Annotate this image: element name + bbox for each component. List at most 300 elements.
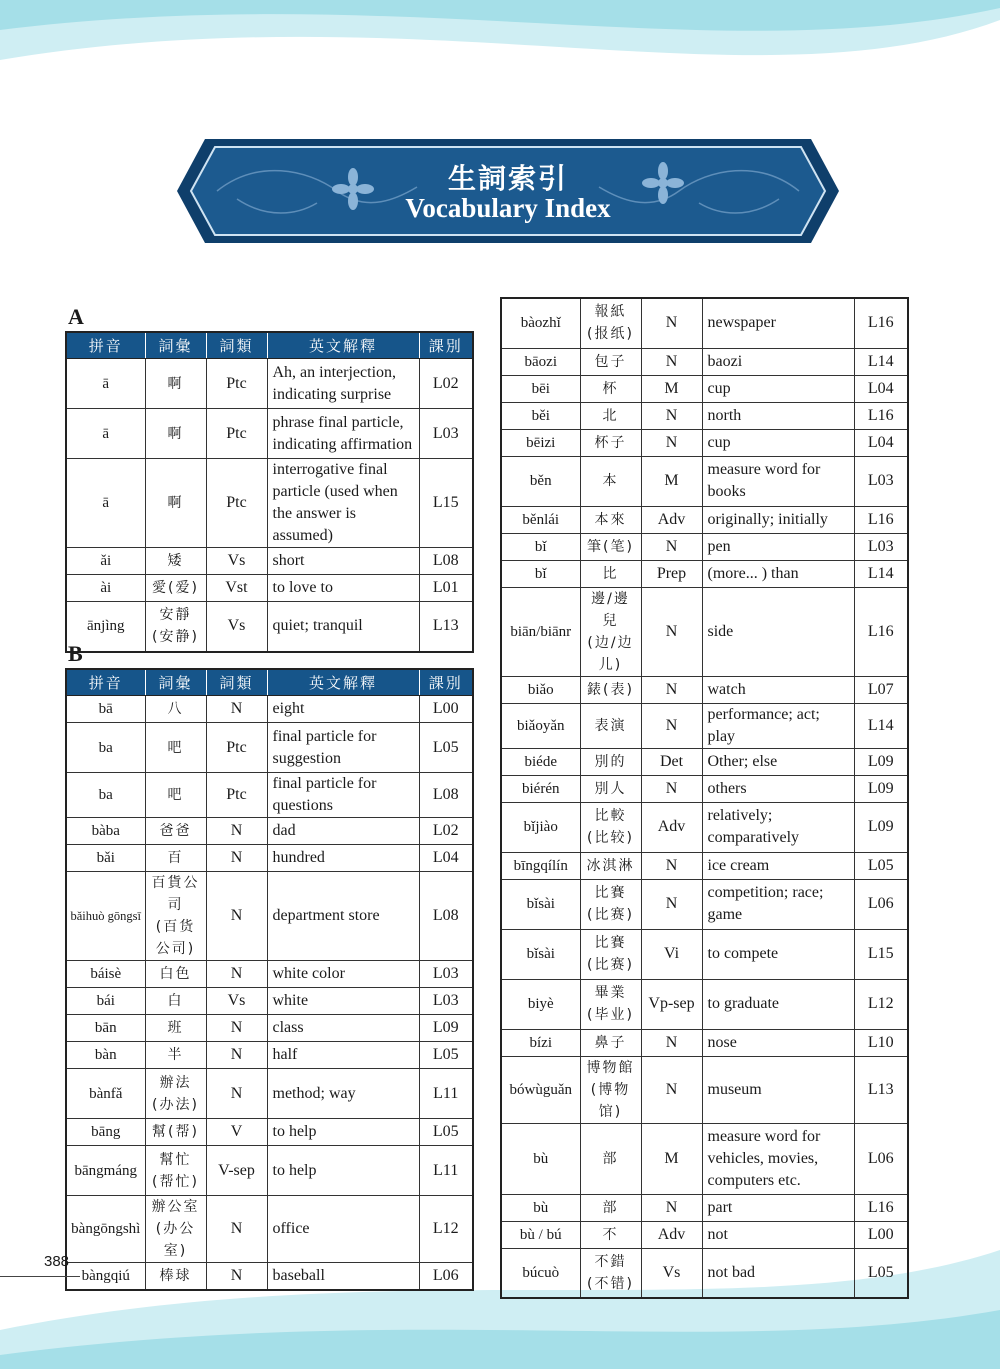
pinyin-cell: bàngqiú xyxy=(66,1263,145,1290)
english-definition-cell: cup xyxy=(702,375,854,402)
pinyin-cell: bǐ xyxy=(501,560,580,587)
part-of-speech-cell: N xyxy=(206,818,267,845)
english-definition-cell: to love to xyxy=(267,575,419,602)
lesson-cell: L06 xyxy=(419,1263,473,1290)
english-definition-cell: originally; initially xyxy=(702,506,854,533)
table-row xyxy=(501,1221,908,1248)
vocab-table-b xyxy=(65,668,474,1291)
word-cell: 本來 xyxy=(580,506,641,533)
pinyin-cell: báisè xyxy=(66,961,145,988)
table-row xyxy=(66,1015,473,1042)
lesson-cell: L09 xyxy=(419,1015,473,1042)
table-row xyxy=(66,1263,473,1290)
table-row xyxy=(501,929,908,979)
part-of-speech-cell: Vs xyxy=(641,1248,702,1298)
part-of-speech-cell: N xyxy=(641,533,702,560)
pinyin-cell: bǐsài xyxy=(501,879,580,929)
part-of-speech-cell: N xyxy=(641,1029,702,1056)
part-of-speech-cell: N xyxy=(641,852,702,879)
lesson-cell: L08 xyxy=(419,872,473,961)
table-row xyxy=(66,409,473,459)
lesson-cell: L03 xyxy=(419,988,473,1015)
section-letter-b: B xyxy=(68,641,83,666)
lesson-cell: L14 xyxy=(854,348,908,375)
pinyin-cell: bù xyxy=(501,1123,580,1194)
page-number-rule xyxy=(0,1276,80,1277)
table-row xyxy=(66,602,473,652)
pinyin-cell: bǐ xyxy=(501,533,580,560)
pinyin-cell: bāozi xyxy=(501,348,580,375)
lesson-cell: L16 xyxy=(854,402,908,429)
lesson-cell: L01 xyxy=(419,575,473,602)
column-header-pinyin: 拼音 xyxy=(66,332,145,359)
simplified-form: (报纸) xyxy=(587,326,634,343)
word-cell: 矮 xyxy=(145,548,206,575)
word-cell xyxy=(580,1248,641,1298)
english-definition-cell: class xyxy=(267,1015,419,1042)
lesson-cell: L04 xyxy=(419,845,473,872)
lesson-cell: L16 xyxy=(854,1194,908,1221)
table-row xyxy=(501,1194,908,1221)
word-cell: 班 xyxy=(145,1015,206,1042)
lesson-cell: L15 xyxy=(854,929,908,979)
part-of-speech-cell: Vp-sep xyxy=(641,979,702,1029)
part-of-speech-cell: N xyxy=(206,1196,267,1263)
column-header-word: 詞彙 xyxy=(145,669,206,696)
table-row xyxy=(66,1042,473,1069)
part-of-speech-cell: N xyxy=(641,298,702,348)
english-definition-cell: quiet; tranquil xyxy=(267,602,419,652)
word-cell: 別的 xyxy=(580,748,641,775)
pinyin-cell: bàozhǐ xyxy=(501,298,580,348)
lesson-cell: L11 xyxy=(419,1146,473,1196)
part-of-speech-cell: N xyxy=(206,696,267,723)
part-of-speech-cell: Adv xyxy=(641,802,702,852)
word-cell: 啊 xyxy=(145,359,206,409)
part-of-speech-cell: V xyxy=(206,1119,267,1146)
pinyin-cell: bān xyxy=(66,1015,145,1042)
column-header-pinyin: 拼音 xyxy=(66,669,145,696)
part-of-speech-cell: N xyxy=(641,879,702,929)
pinyin-cell: biǎo xyxy=(501,676,580,703)
part-of-speech-cell: Ptc xyxy=(206,409,267,459)
simplified-form: (办法) xyxy=(152,1096,199,1113)
table-row xyxy=(501,676,908,703)
pinyin-cell: ǎi xyxy=(66,548,145,575)
lesson-cell: L13 xyxy=(854,1056,908,1123)
english-definition-cell: ice cream xyxy=(702,852,854,879)
lesson-cell: L00 xyxy=(419,696,473,723)
word-cell: 北 xyxy=(580,402,641,429)
english-definition-cell: competition; race; game xyxy=(702,879,854,929)
english-definition-cell: hundred xyxy=(267,845,419,872)
word-cell: 杯 xyxy=(580,375,641,402)
lesson-cell: L06 xyxy=(854,879,908,929)
traditional-form: 安靜 xyxy=(159,607,192,624)
table-row xyxy=(501,1123,908,1194)
table-row xyxy=(66,1069,473,1119)
word-cell: 吧 xyxy=(145,723,206,773)
pinyin-cell: bàngōngshì xyxy=(66,1196,145,1263)
english-definition-cell: (more... ) than xyxy=(702,560,854,587)
part-of-speech-cell: M xyxy=(641,375,702,402)
word-cell: 鼻子 xyxy=(580,1029,641,1056)
part-of-speech-cell: Ptc xyxy=(206,459,267,548)
pinyin-cell: biéde xyxy=(501,748,580,775)
english-definition-cell: dad xyxy=(267,818,419,845)
lesson-cell: L15 xyxy=(419,459,473,548)
table-row xyxy=(66,1146,473,1196)
table-row xyxy=(501,587,908,676)
english-definition-cell: north xyxy=(702,402,854,429)
column-header-lesson: 課別 xyxy=(419,669,473,696)
lesson-cell: L03 xyxy=(419,961,473,988)
part-of-speech-cell: Vst xyxy=(206,575,267,602)
pinyin-cell: bàba xyxy=(66,818,145,845)
part-of-speech-cell: Vi xyxy=(641,929,702,979)
lesson-cell: L12 xyxy=(854,979,908,1029)
traditional-form: 邊/邊兒 xyxy=(591,590,630,629)
table-row xyxy=(501,402,908,429)
pinyin-cell: bā xyxy=(66,696,145,723)
table-row xyxy=(501,703,908,748)
lesson-cell: L16 xyxy=(854,506,908,533)
table-row xyxy=(66,961,473,988)
table-row xyxy=(501,298,908,348)
word-cell: 爸爸 xyxy=(145,818,206,845)
english-definition-cell: to compete xyxy=(702,929,854,979)
english-definition-cell: phrase final particle, indicating affirmation xyxy=(267,409,419,459)
lesson-cell: L00 xyxy=(854,1221,908,1248)
word-cell: 本 xyxy=(580,456,641,506)
english-definition-cell: to help xyxy=(267,1119,419,1146)
lesson-cell: L05 xyxy=(854,852,908,879)
table-row xyxy=(66,1119,473,1146)
lesson-cell: L09 xyxy=(854,802,908,852)
word-cell: 吧 xyxy=(145,773,206,818)
table-row xyxy=(501,852,908,879)
part-of-speech-cell: N xyxy=(641,703,702,748)
english-definition-cell: to graduate xyxy=(702,979,854,1029)
part-of-speech-cell: Adv xyxy=(641,506,702,533)
part-of-speech-cell: Det xyxy=(641,748,702,775)
english-definition-cell: performance; act; play xyxy=(702,703,854,748)
pinyin-cell: bīngqílín xyxy=(501,852,580,879)
simplified-form: (比赛) xyxy=(587,907,634,923)
pinyin-cell: ā xyxy=(66,409,145,459)
table-row xyxy=(501,802,908,852)
lesson-cell: L09 xyxy=(854,748,908,775)
word-cell xyxy=(580,587,641,676)
part-of-speech-cell: Vs xyxy=(206,988,267,1015)
word-cell: 白色 xyxy=(145,961,206,988)
part-of-speech-cell: N xyxy=(641,1056,702,1123)
title-english: Vocabulary Index xyxy=(405,193,611,223)
lesson-cell: L14 xyxy=(854,703,908,748)
table-row xyxy=(66,818,473,845)
part-of-speech-cell: Vs xyxy=(206,548,267,575)
pinyin-cell: búcuò xyxy=(501,1248,580,1298)
lesson-cell: L08 xyxy=(419,773,473,818)
part-of-speech-cell: N xyxy=(206,1042,267,1069)
lesson-cell: L04 xyxy=(854,375,908,402)
word-cell: 白 xyxy=(145,988,206,1015)
page-number: 388 xyxy=(44,1253,70,1270)
table-row xyxy=(501,775,908,802)
english-definition-cell: short xyxy=(267,548,419,575)
english-definition-cell: white color xyxy=(267,961,419,988)
table-row xyxy=(501,375,908,402)
lesson-cell: L08 xyxy=(419,548,473,575)
simplified-form: (安静) xyxy=(152,629,199,646)
traditional-form: 比賽 xyxy=(594,885,627,901)
english-definition-cell: office xyxy=(267,1196,419,1263)
pinyin-cell: bǎihuò gōngsī xyxy=(66,872,145,961)
pinyin-cell: biān/biānr xyxy=(501,587,580,676)
english-definition-cell: baozi xyxy=(702,348,854,375)
simplified-form: (比较) xyxy=(587,830,634,846)
english-definition-cell: interrogative final particle (used when the answer is assumed) xyxy=(267,459,419,548)
word-cell xyxy=(145,1069,206,1119)
word-cell xyxy=(580,1056,641,1123)
english-definition-cell: department store xyxy=(267,872,419,961)
column-header-part-of-speech: 詞類 xyxy=(206,669,267,696)
english-definition-cell: others xyxy=(702,775,854,802)
table-row xyxy=(501,979,908,1029)
table-row xyxy=(501,456,908,506)
pinyin-cell: ā xyxy=(66,359,145,409)
title-block xyxy=(177,139,839,243)
lesson-cell: L16 xyxy=(854,298,908,348)
pinyin-cell: bànfǎ xyxy=(66,1069,145,1119)
pinyin-cell: bǎi xyxy=(66,845,145,872)
word-cell: 愛(爱) xyxy=(145,575,206,602)
pinyin-cell: bāngmáng xyxy=(66,1146,145,1196)
lesson-cell: L02 xyxy=(419,359,473,409)
part-of-speech-cell: Vs xyxy=(206,602,267,652)
pinyin-cell: bù xyxy=(501,1194,580,1221)
table-row xyxy=(66,773,473,818)
simplified-form: (百货公司) xyxy=(155,919,196,957)
word-cell: 棒球 xyxy=(145,1263,206,1290)
simplified-form: (办公室) xyxy=(155,1221,196,1259)
table-row xyxy=(501,1248,908,1298)
part-of-speech-cell: M xyxy=(641,456,702,506)
english-definition-cell: final particle for suggestion xyxy=(267,723,419,773)
word-cell: 包子 xyxy=(580,348,641,375)
table-row xyxy=(501,748,908,775)
pinyin-cell: ānjìng xyxy=(66,602,145,652)
english-definition-cell: eight xyxy=(267,696,419,723)
part-of-speech-cell: N xyxy=(641,587,702,676)
english-definition-cell: measure word for books xyxy=(702,456,854,506)
title-chinese: 生詞索引 xyxy=(447,162,568,195)
part-of-speech-cell: M xyxy=(641,1123,702,1194)
lesson-cell: L05 xyxy=(419,723,473,773)
english-definition-cell: baseball xyxy=(267,1263,419,1290)
column-header-word: 詞彙 xyxy=(145,332,206,359)
english-definition-cell: part xyxy=(702,1194,854,1221)
word-cell: 錶(表) xyxy=(580,676,641,703)
table-row xyxy=(501,506,908,533)
word-cell xyxy=(145,872,206,961)
lesson-cell: L05 xyxy=(419,1042,473,1069)
simplified-form: (边/边儿) xyxy=(587,634,634,673)
part-of-speech-cell: N xyxy=(641,402,702,429)
word-cell: 筆(笔) xyxy=(580,533,641,560)
english-definition-cell: Ah, an interjection, indicating surprise xyxy=(267,359,419,409)
table-row xyxy=(66,359,473,409)
part-of-speech-cell: N xyxy=(206,1069,267,1119)
lesson-cell: L16 xyxy=(854,587,908,676)
english-definition-cell: cup xyxy=(702,429,854,456)
traditional-form: 比賽 xyxy=(594,935,627,951)
english-definition-cell: newspaper xyxy=(702,298,854,348)
english-definition-cell: relatively; comparatively xyxy=(702,802,854,852)
english-definition-cell: not bad xyxy=(702,1248,854,1298)
part-of-speech-cell: N xyxy=(641,676,702,703)
english-definition-cell: measure word for vehicles, movies, computers etc. xyxy=(702,1123,854,1194)
table-row xyxy=(501,879,908,929)
part-of-speech-cell: Ptc xyxy=(206,723,267,773)
column-header-lesson: 課別 xyxy=(419,332,473,359)
part-of-speech-cell: N xyxy=(641,1194,702,1221)
pinyin-cell: bái xyxy=(66,988,145,1015)
simplified-form: (帮忙) xyxy=(152,1173,199,1190)
table-row xyxy=(501,533,908,560)
part-of-speech-cell: N xyxy=(641,348,702,375)
lesson-cell: L05 xyxy=(854,1248,908,1298)
word-cell: 杯子 xyxy=(580,429,641,456)
lesson-cell: L04 xyxy=(854,429,908,456)
word-cell xyxy=(580,298,641,348)
pinyin-cell: ài xyxy=(66,575,145,602)
part-of-speech-cell: Ptc xyxy=(206,359,267,409)
lesson-cell: L14 xyxy=(854,560,908,587)
table-row xyxy=(66,845,473,872)
pinyin-cell: bówùguǎn xyxy=(501,1056,580,1123)
word-cell: 百 xyxy=(145,845,206,872)
section-letter-a: A xyxy=(68,304,84,329)
part-of-speech-cell: N xyxy=(206,845,267,872)
english-definition-cell: pen xyxy=(702,533,854,560)
english-definition-cell: museum xyxy=(702,1056,854,1123)
lesson-cell: L06 xyxy=(854,1123,908,1194)
lesson-cell: L09 xyxy=(854,775,908,802)
pinyin-cell: běn xyxy=(501,456,580,506)
word-cell: 部 xyxy=(580,1194,641,1221)
english-definition-cell: Other; else xyxy=(702,748,854,775)
part-of-speech-cell: N xyxy=(206,1015,267,1042)
word-cell xyxy=(145,1146,206,1196)
lesson-cell: L03 xyxy=(854,533,908,560)
pinyin-cell: běi xyxy=(501,402,580,429)
lesson-cell: L07 xyxy=(854,676,908,703)
lesson-cell: L05 xyxy=(419,1119,473,1146)
traditional-form: 幫忙 xyxy=(159,1151,192,1168)
english-definition-cell: side xyxy=(702,587,854,676)
pinyin-cell: bízi xyxy=(501,1029,580,1056)
simplified-form: (比赛) xyxy=(587,957,634,973)
part-of-speech-cell: Adv xyxy=(641,1221,702,1248)
pinyin-cell: biérén xyxy=(501,775,580,802)
vocab-table-b-continued xyxy=(500,297,909,1299)
pinyin-cell: bāng xyxy=(66,1119,145,1146)
table-row xyxy=(501,348,908,375)
table-row xyxy=(66,1196,473,1263)
word-cell: 別人 xyxy=(580,775,641,802)
word-cell xyxy=(580,802,641,852)
english-definition-cell: to help xyxy=(267,1146,419,1196)
table-row xyxy=(66,575,473,602)
word-cell: 冰淇淋 xyxy=(580,852,641,879)
pinyin-cell: biǎoyǎn xyxy=(501,703,580,748)
english-definition-cell: nose xyxy=(702,1029,854,1056)
pinyin-cell: běnlái xyxy=(501,506,580,533)
english-definition-cell: method; way xyxy=(267,1069,419,1119)
pinyin-cell: bù / bú xyxy=(501,1221,580,1248)
lesson-cell: L02 xyxy=(419,818,473,845)
table-row xyxy=(501,1029,908,1056)
column-header-english: 英文解釋 xyxy=(267,332,419,359)
traditional-form: 報紙 xyxy=(594,304,627,321)
word-cell xyxy=(145,602,206,652)
word-cell: 幫(帮) xyxy=(145,1119,206,1146)
pinyin-cell: bǐsài xyxy=(501,929,580,979)
lesson-cell: L12 xyxy=(419,1196,473,1263)
table-row xyxy=(66,459,473,548)
part-of-speech-cell: N xyxy=(206,872,267,961)
pinyin-cell: bēi xyxy=(501,375,580,402)
english-definition-cell: final particle for questions xyxy=(267,773,419,818)
table-row xyxy=(66,872,473,961)
word-cell xyxy=(145,1196,206,1263)
column-header-part-of-speech: 詞類 xyxy=(206,332,267,359)
table-row xyxy=(66,988,473,1015)
part-of-speech-cell: V-sep xyxy=(206,1146,267,1196)
lesson-cell: L03 xyxy=(854,456,908,506)
simplified-form: (不错) xyxy=(587,1275,634,1292)
word-cell: 不 xyxy=(580,1221,641,1248)
table-row xyxy=(66,548,473,575)
lesson-cell: L13 xyxy=(419,602,473,652)
table-row xyxy=(66,696,473,723)
lesson-cell: L10 xyxy=(854,1029,908,1056)
traditional-form: 辦法 xyxy=(159,1074,192,1091)
simplified-form: (博物馆) xyxy=(590,1081,631,1120)
part-of-speech-cell: N xyxy=(206,1263,267,1290)
traditional-form: 博物館 xyxy=(586,1059,635,1076)
vocab-table-a xyxy=(65,331,474,653)
word-cell: 啊 xyxy=(145,409,206,459)
part-of-speech-cell: N xyxy=(641,775,702,802)
word-cell xyxy=(580,929,641,979)
pinyin-cell: biyè xyxy=(501,979,580,1029)
part-of-speech-cell: N xyxy=(206,961,267,988)
pinyin-cell: bēizi xyxy=(501,429,580,456)
table-row xyxy=(501,429,908,456)
word-cell: 半 xyxy=(145,1042,206,1069)
word-cell: 比 xyxy=(580,560,641,587)
lesson-cell: L03 xyxy=(419,409,473,459)
english-definition-cell: not xyxy=(702,1221,854,1248)
part-of-speech-cell: Ptc xyxy=(206,773,267,818)
traditional-form: 辦公室 xyxy=(151,1199,200,1215)
lesson-cell: L11 xyxy=(419,1069,473,1119)
simplified-form: (毕业) xyxy=(587,1007,634,1023)
table-row xyxy=(501,1056,908,1123)
english-definition-cell: white xyxy=(267,988,419,1015)
